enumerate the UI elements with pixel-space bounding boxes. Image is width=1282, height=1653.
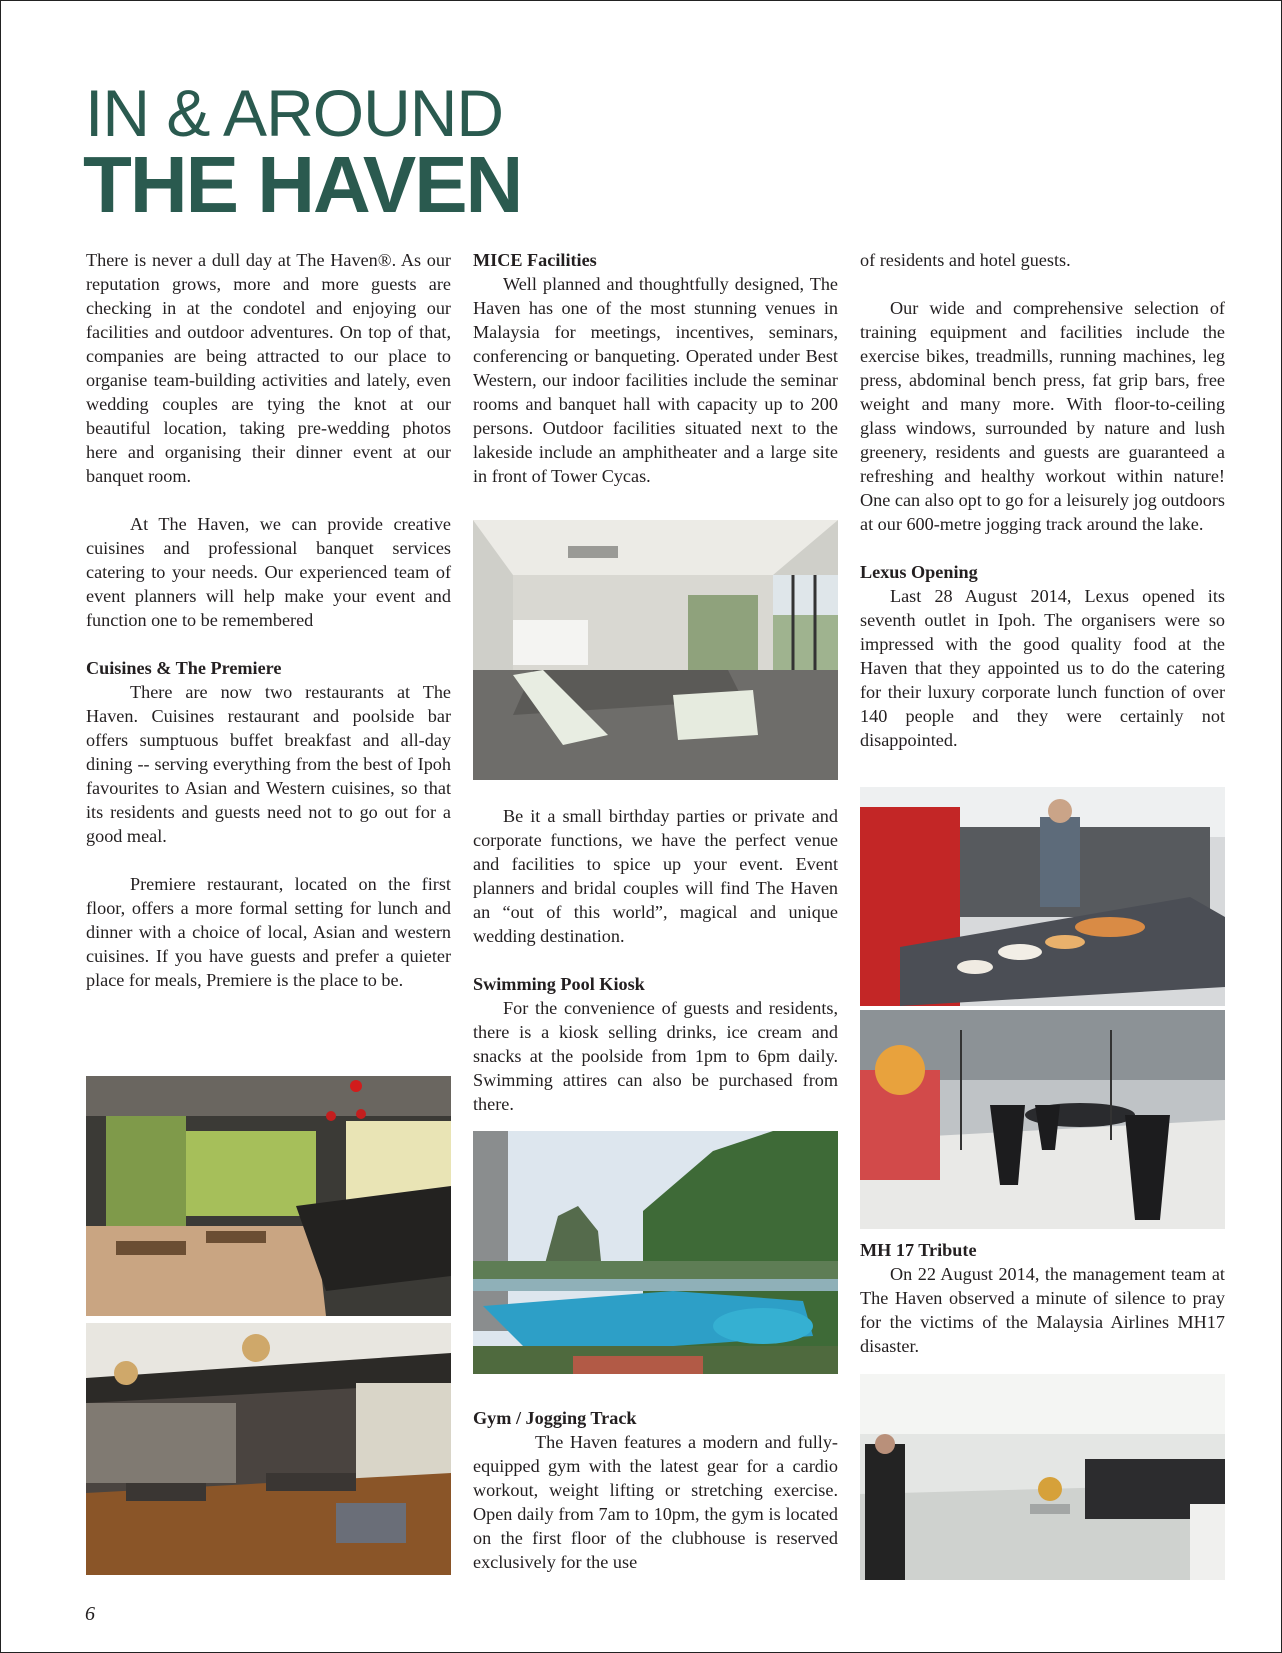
cuisines-paragraph: There are now two restaurants at The Haven. Cuisines restaurant and poolside bar offers sumptuous buffet breakfast and all-day dining -- serving everything from the best of Ipoh favourites to Asian and Western cuisines, so that its residents and guests need not to go out for a good meal.	[86, 682, 451, 846]
mice-paragraph: Well planned and thoughtfully designed, The Haven has one of the most stunning venues in Malaysia for meetings, incentives, seminars, conferencing or banqueting. Operated under Best Western, our indoor facilities include the seminar rooms and banquet hall with capacity up to 200 persons. Outdoor facilities situated next to the lakeside include an amphitheater and a large site in front of Tower Cycas.	[473, 274, 838, 486]
pool-kiosk-paragraph: For the convenience of guests and residents, there is a kiosk selling drinks, ice cream and snacks at the poolside from 1pm to 6pm daily. Swimming attires can also be purchased from there.	[473, 998, 838, 1114]
gym-heading: Gym / Jogging Track	[473, 1408, 637, 1428]
column-2	[473, 248, 838, 488]
lexus-buffet-photo	[860, 787, 1225, 1006]
cuisines-restaurant-photo	[86, 1076, 451, 1316]
mh17-paragraph: On 22 August 2014, the management team at The Haven observed a minute of silence to pray for the victims of the Malaysia Airlines MH17 disaster.	[860, 1264, 1225, 1356]
premiere-paragraph: Premiere restaurant, located on the first floor, offers a more formal setting for lunch and dinner with a choice of local, Asian and western cuisines. If you have guests and prefer a quieter place for meals, Premiere is the place to be.	[86, 874, 451, 990]
title-line-2: THE HAVEN	[83, 140, 522, 229]
banquet-hall-photo	[473, 520, 838, 780]
intro-paragraph: There is never a dull day at The Haven®. As our reputation grows, more and more guests are checking in at the condotel and enjoying our facilities and outdoor adventures. On top of that, companies are being attracted to our place to organise team-building activities and lately, even wedding couples are tying the knot at our beautiful location, taking pre-wedding photos here and organising their dinner event at our banquet room.	[86, 250, 451, 486]
equipment-paragraph: Our wide and comprehensive selection of training equipment and facilities include the exercise bikes, treadmills, running machines, leg press, abdominal bench press, fat grip bars, free weight and many more. With floor-to-ceiling glass windows, surrounded by nature and lush greenery, residents and guests are guaranteed a refreshing and healthy workout within nature! One can also opt to go for a leisurely jog outdoors at our 600-metre jogging track around the lake.	[860, 298, 1225, 534]
column-2-gym	[473, 1406, 838, 1574]
events-paragraph: Be it a small birthday parties or private and corporate functions, we have the perfect venue and facilities to spice up your event. Event planners and bridal couples will find The Haven an “out of this world”, magical and unique wedding destination.	[473, 806, 838, 946]
premiere-restaurant-photo	[86, 1323, 451, 1575]
lexus-showroom-photo	[860, 1010, 1225, 1229]
cuisines-heading: Cuisines & The Premiere	[86, 658, 282, 678]
column-2-events	[473, 804, 838, 1116]
swimming-pool-photo	[473, 1131, 838, 1374]
column-1	[86, 248, 451, 992]
catering-paragraph: At The Haven, we can provide creative cuisines and professional banquet services catering to your needs. Our experienced team of event planners will help make your event and function one to be remembered	[86, 514, 451, 630]
mh17-heading: MH 17 Tribute	[860, 1240, 977, 1260]
column-3	[860, 248, 1225, 752]
gym-paragraph: The Haven features a modern and fully-equipped gym with the latest gear for a cardio workout, weight lifting or stretching exercise. Open daily from 7am to 10pm, the gym is located on the first floor of the clubhouse is reserved exclusively for the use	[473, 1432, 838, 1572]
lexus-paragraph: Last 28 August 2014, Lexus opened its seventh outlet in Ipoh. The organisers were so impressed with the good quality food at the Haven that they appointed us to do the catering for their luxury corporate lunch function of over 140 people and they were certainly not disappointed.	[860, 586, 1225, 750]
column-3-mh17	[860, 1238, 1225, 1358]
page-number: 6	[85, 1603, 95, 1625]
pool-kiosk-heading: Swimming Pool Kiosk	[473, 974, 645, 994]
lexus-heading: Lexus Opening	[860, 562, 978, 582]
mice-heading: MICE Facilities	[473, 250, 597, 270]
gym-continued-paragraph: of residents and hotel guests.	[860, 250, 1071, 270]
title-line-1: IN & AROUND	[85, 76, 504, 150]
mh17-tribute-photo	[860, 1374, 1225, 1580]
